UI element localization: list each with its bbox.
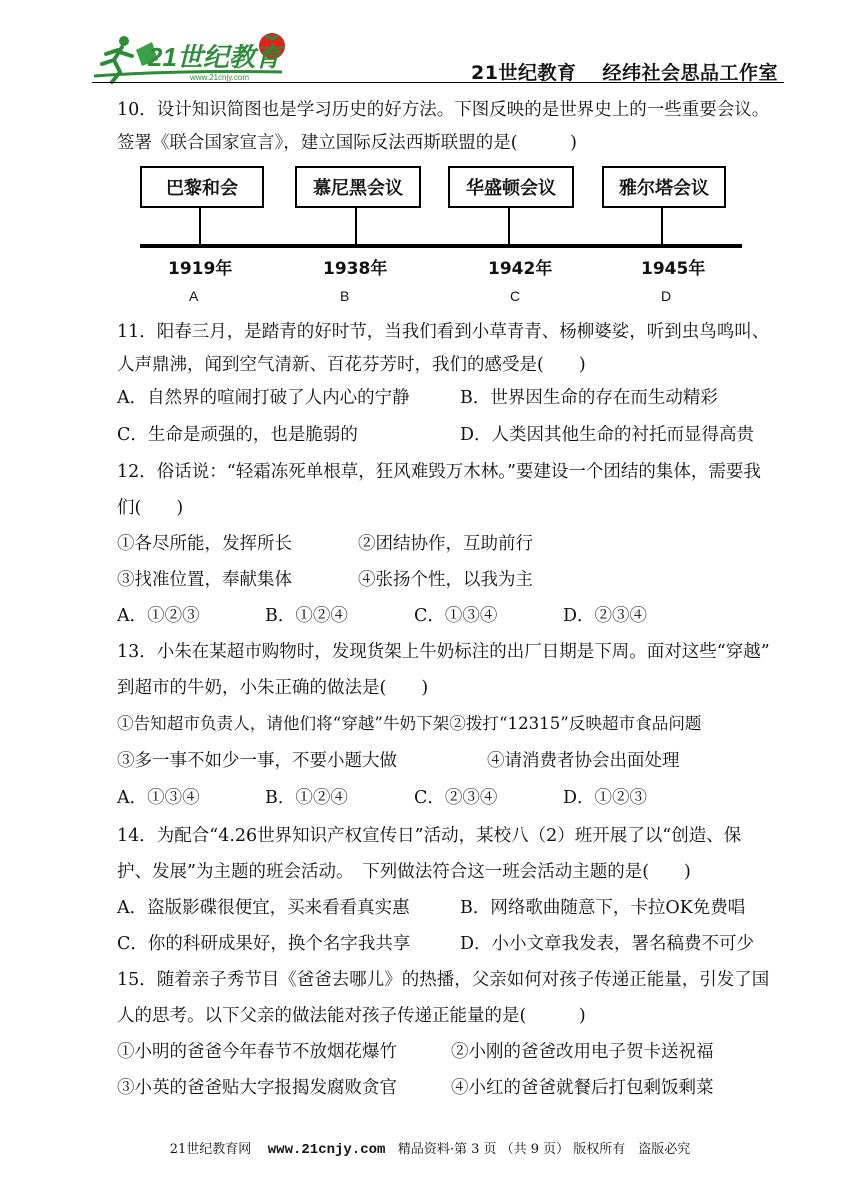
timeline-connector [508, 206, 510, 244]
q11-stem-line1: 11．阳春三月，是踏青的好时节，当我们看到小草青青、杨柳婆娑，听到虫鸟鸣叫、 [117, 322, 770, 342]
timeline-option-letter: D [661, 288, 672, 304]
timeline-connector [661, 206, 663, 244]
q14-stem-line1: 14．为配合“4.26世界知识产权宣传日”活动，某校八（2）班开展了以“创造、保 [117, 826, 742, 846]
timeline-event-box: 雅尔塔会议 [602, 166, 726, 208]
q14-option-d: D．小小文章我发表，署名稿费不可少 [460, 934, 755, 954]
q14-option-b: B．网络歌曲随意下，卡拉OK免费唱 [460, 898, 746, 918]
q13-item-1-2: ①告知超市负责人，请他们将“穿越”牛奶下架②拨打“12315”反映超市食品问题 [117, 714, 702, 733]
timeline-year: 1938年 [323, 259, 388, 279]
logo-icon [92, 30, 292, 84]
timeline-option-letter: A [189, 288, 199, 304]
timeline-option-letter: B [340, 288, 350, 304]
timeline-connector [199, 206, 201, 244]
timeline-event-box: 巴黎和会 [140, 166, 264, 208]
q14-option-c: C．你的科研成果好，换个名字我共享 [117, 934, 411, 954]
q11-option-d: D．人类因其他生命的衬托而显得高贵 [460, 425, 755, 445]
q11-option-a: A．自然界的喧闹打破了人内心的宁静 [117, 388, 410, 408]
q12-item-4: ④张扬个性，以我为主 [358, 570, 533, 590]
page-header [92, 28, 782, 88]
q13-item-4: ④请消费者协会出面处理 [487, 751, 680, 771]
timeline-axis [140, 244, 742, 248]
q12-item-1: ①各尽所能，发挥所长 [117, 534, 292, 554]
q13-stem-line2: 到超市的牛奶，小朱正确的做法是( ) [117, 678, 429, 698]
svg-text:www.21cnjy.com: www.21cnjy.com [190, 73, 249, 82]
q13-option-c: C．②③④ [414, 788, 498, 808]
q12-item-2: ②团结协作，互助前行 [358, 534, 533, 554]
timeline-event-box: 华盛顿会议 [448, 166, 574, 208]
q15-item-1: ①小明的爸爸今年春节不放烟花爆竹 [117, 1042, 397, 1062]
svg-text:21世纪教育: 21世纪教育 [148, 42, 281, 72]
footer-page-info: 精品资料·第 3 页 （共 9 页） 版权所有 盗版必究 [397, 1142, 691, 1157]
timeline-year: 1942年 [488, 259, 553, 279]
timeline-year: 1919年 [168, 259, 233, 279]
q10-stem-line1: 10．设计知识简图也是学习历史的好方法。下图反映的是世界史上的一些重要会议。 [117, 100, 770, 120]
q13-option-b: B．①②④ [265, 788, 348, 808]
q15-stem-line1: 15．随着亲子秀节目《爸爸去哪儿》的热播，父亲如何对孩子传递正能量，引发了国 [117, 970, 770, 990]
q11-option-b: B．世界因生命的存在而生动精彩 [460, 388, 718, 408]
studio-name: 经纬社会思品工作室 [602, 62, 778, 84]
q14-option-a: A．盗版影碟很便宜，买来看看真实惠 [117, 898, 410, 918]
header-rule [92, 82, 784, 83]
page-footer [0, 1138, 860, 1158]
q13-option-a: A．①③④ [117, 788, 200, 808]
header-title [445, 58, 778, 85]
q13-stem-line1: 13．小朱在某超市购物时，发现货架上牛奶标注的出厂日期是下周。面对这些“穿越” [117, 642, 770, 662]
timeline-event-box: 慕尼黑会议 [295, 166, 421, 208]
q12-stem-line2: 们( ) [117, 498, 184, 518]
timeline-diagram [140, 166, 740, 311]
brand-name: 21世纪教育 [471, 62, 577, 84]
footer-site: 21世纪教育网 [169, 1142, 252, 1157]
q13-item-3: ③多一事不如少一事，不要小题大做 [117, 751, 397, 771]
q11-option-c: C．生命是顽强的，也是脆弱的 [117, 425, 358, 445]
q12-option-c: C．①③④ [414, 606, 498, 626]
q13-option-d: D．①②③ [563, 788, 648, 808]
q12-item-3: ③找准位置，奉献集体 [117, 570, 292, 590]
timeline-option-letter: C [510, 288, 521, 304]
q15-item-2: ②小刚的爸爸改用电子贺卡送祝福 [451, 1042, 714, 1062]
q15-item-4: ④小红的爸爸就餐后打包剩饭剩菜 [451, 1078, 714, 1098]
timeline-year: 1945年 [641, 259, 706, 279]
footer-url[interactable]: www.21cnjy.com [267, 1142, 386, 1158]
timeline-connector [355, 206, 357, 244]
q12-option-a: A．①②③ [117, 606, 200, 626]
q12-option-b: B．①②④ [265, 606, 348, 626]
q14-stem-line2: 护、发展”为主题的班会活动。 下列做法符合这一班会活动主题的是( ) [117, 862, 691, 882]
q15-stem-line2: 人的思考。以下父亲的做法能对孩子传递正能量的是( ) [117, 1006, 586, 1026]
q11-stem-line2: 人声鼎沸，闻到空气清新、百花芬芳时，我们的感受是( ) [117, 355, 586, 375]
q10-stem-line2: 签署《联合国家宣言》，建立国际反法西斯联盟的是( ) [117, 133, 577, 153]
q15-item-3: ③小英的爸爸贴大字报揭发腐败贪官 [117, 1078, 397, 1098]
q12-option-d: D．②③④ [563, 606, 648, 626]
q12-stem-line1: 12．俗话说：“轻霜冻死单根草，狂风难毁万木林。”要建设一个团结的集体，需要我 [117, 462, 761, 482]
